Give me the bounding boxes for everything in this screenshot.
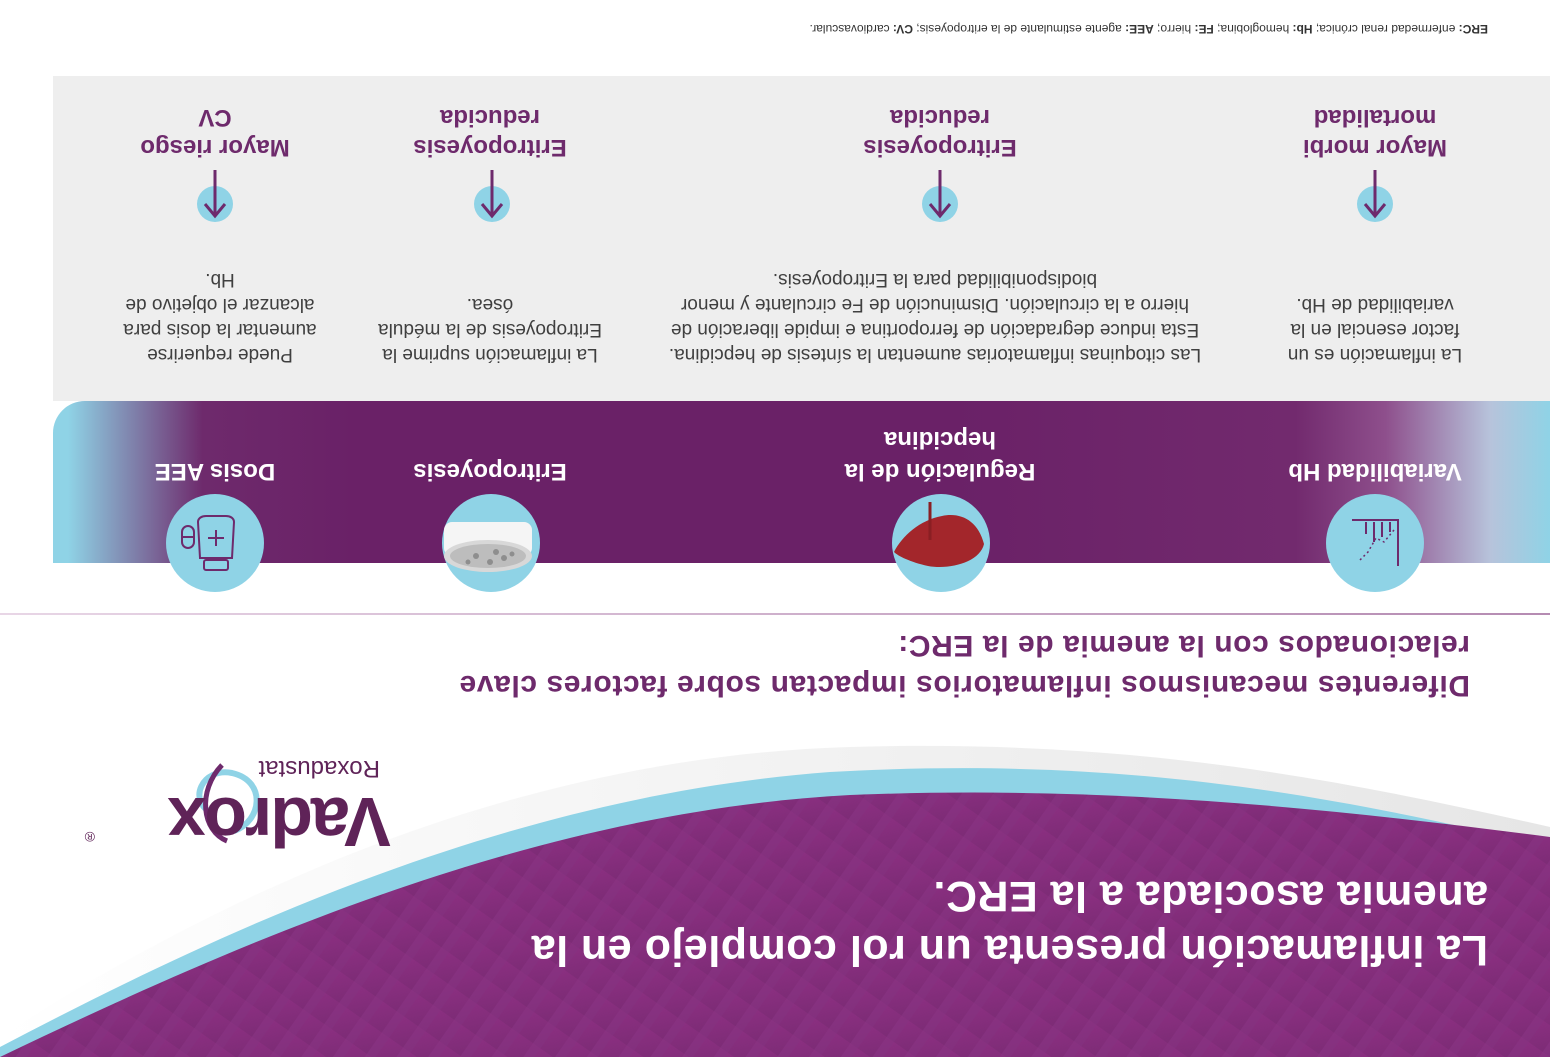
footnote-abbr: CV: [892, 22, 913, 36]
brand-name: Vadrox [169, 783, 391, 861]
factor-result: Eritropoyesis reducida [413, 104, 567, 161]
footnote-text: cardiovascular. [809, 22, 890, 36]
footnote-abbr: Hb: [1292, 22, 1313, 36]
factor-icon-circle [166, 494, 264, 592]
brand-generic-name: Roxadustat [258, 755, 380, 782]
factor-icon-circle [892, 494, 990, 592]
up-arrow-icon [920, 168, 960, 224]
up-arrow-icon [1355, 168, 1395, 224]
factor-description: Las citoquinas inflamatorias aumentan la síntesis de hepcidina. Esta induce degradación de ferroportina e impide liberación de hierro a la circulación. Disminución de Fe circulante y menor biodisponibilidad para la Eritropoyesis. [668, 269, 1202, 365]
footnote-abbr: AEE: [1125, 22, 1154, 36]
factor-icon-circle [1326, 494, 1424, 592]
footnote-abbr: FE: [1194, 22, 1214, 36]
section-subtitle: Diferentes mecanismos inflamatorios impactan sobre factores clave relacionados con la anemia de la ERC: [458, 629, 1470, 702]
chart-icon [1326, 494, 1424, 592]
factor-label: Dosis AEE [154, 458, 276, 485]
footnote-abbr: ERC: [1458, 22, 1488, 36]
up-arrow-icon [472, 168, 512, 224]
factor-result: Mayor riesgo CV [140, 104, 290, 161]
footnote-text: hemoglobina; [1217, 22, 1290, 36]
factor-label: Variabilidad Hb [1288, 458, 1462, 485]
divider [0, 613, 1550, 615]
factor-description: Puede requerirse aumentar la dosis para alcanzar el objetivo de Hb. [123, 269, 317, 365]
footnote-text: enfermedad renal crónica; [1315, 22, 1456, 36]
bone-marrow-icon [442, 494, 540, 592]
iv-bag-icon [166, 494, 264, 592]
factor-label: Regulación de la hepcidina [844, 426, 1036, 485]
factor-icon-circle [442, 494, 540, 592]
footnote-text: hierro; [1157, 22, 1192, 36]
factor-label: Eritropoyesis [413, 458, 567, 485]
factor-description: La inflamación es un factor esencial en la variabilidad de Hb. [1287, 294, 1463, 365]
factor-description: La inflamación suprime la Eritropoyesis de la médula ósea. [378, 294, 602, 365]
factor-result: Eritropoyesis reducida [863, 104, 1017, 161]
up-arrow-icon [195, 168, 235, 224]
liver-icon [892, 494, 990, 592]
factor-result: Mayor morbi mortalidad [1302, 104, 1448, 161]
registered-mark: ® [84, 829, 95, 845]
page-title: La inflamación presenta un rol complejo en la anemia asociada a la ERC. [531, 872, 1488, 974]
footnote [48, 21, 1488, 37]
footnote-text: agente estimulante de la eritropoyesis; [916, 22, 1122, 36]
